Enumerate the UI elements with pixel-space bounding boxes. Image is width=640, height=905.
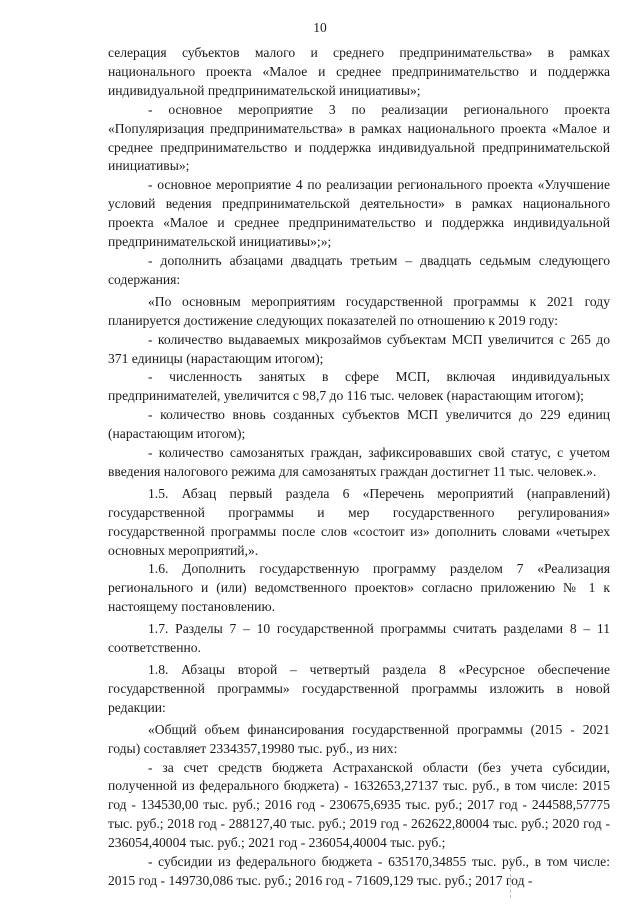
paragraph-total-financing: «Общий объем финансирования государственной программы (2015 - 2021 годы) составляет 2334357,19980 тыс. руб., из них: — [108, 721, 610, 756]
paragraph-federal-subsidy: - субсидии из федерального бюджета - 635170,34855 тыс. руб., в том числе: 2015 год - 149730,086 тыс. руб.; 2016 год - 71609,129 тыс. руб.; 2017 год - — [108, 854, 610, 888]
paragraph-indicators-intro: «По основным мероприятиям государственной программы к 2021 году планируется достижение следующих показателей по отношению к 2019 году: — [108, 293, 610, 328]
paragraph-measure-4: - основное мероприятие 4 по реализации регионального проекта «Улучшение условий ведения предпринимательской деятельности» в рамках национального проекта «Малое и среднее предпринимательство и поддержка индивидуальной предпринимательской инициативы»;»; — [108, 177, 610, 250]
paragraph-measure-3: - основное мероприятие 3 по реализации регионального проекта «Популяризация предпринимательства» в рамках национального проекта «Малое и среднее предпринимательство и поддержка индивидуальной предпринимательской инициативы»; — [108, 101, 610, 174]
paragraph-microloans: - количество выдаваемых микрозаймов субъектам МСП увеличится с 265 до 371 единицы (нарастающим итогом); — [108, 331, 610, 366]
paragraph-1-7: 1.7. Разделы 7 – 10 государственной программы считать разделами 8 – 11 соответственно. — [108, 621, 610, 656]
scan-artifact-line — [510, 858, 512, 898]
paragraph-regional-budget: - за счет средств бюджета Астраханской области (без учета субсидии, полученной из федерального бюджета) - 1632653,27137 тыс. руб., в том числе: 2015 год - 134530,00 тыс. руб.; 2016 год - 230675,6935 тыс. руб.; 2017 год - 244588,57775 тыс. руб.; 2018 год - 288127,40 тыс. руб.; 2019 год - 262622,80004 тыс. руб.; 2020 год - 236054,40004 тыс. руб.; 2021 год - 236054,40004 тыс. руб.; — [108, 759, 610, 851]
paragraph-new-subjects: - количество вновь созданных субъектов МСП увеличится до 229 единиц (нарастающим итогом); — [108, 407, 610, 442]
paragraph-employment: - численность занятых в сфере МСП, включая индивидуальных предпринимателей, увеличится с 98,7 до 116 тыс. человек (нарастающим итогом); — [108, 369, 610, 404]
paragraph-add-clauses: - дополнить абзацами двадцать третьим – двадцать седьмым следующего содержания: — [108, 252, 610, 287]
paragraph-1-6: 1.6. Дополнить государственную программу разделом 7 «Реализация регионального и (или) ведомственного проектов» согласно приложению № 1 к настоящему постановлению. — [108, 561, 610, 615]
paragraph-continuation: селерация субъектов малого и среднего предпринимательства» в рамках национального проекта «Малое и среднее предпринимательство и поддержка индивидуальной предпринимательской инициативы»; — [108, 45, 610, 98]
paragraph-1-8: 1.8. Абзацы второй – четвертый раздела 8 «Ресурсное обеспечение государственной программы» государственной программы изложить в новой редакции: — [108, 662, 610, 715]
paragraph-1-5: 1.5. Абзац первый раздела 6 «Перечень мероприятий (направлений) государственной программы и мер государственного регулирования» государственной программы после слов «состоит из» дополнить словами «четырех основных мероприятий,». — [108, 485, 610, 558]
paragraph-self-employed: - количество самозанятых граждан, зафиксировавших свой статус, с учетом введения налогового режима для самозанятых граждан достигнет 11 тыс. человек.». — [108, 445, 610, 479]
page-number: 10 — [313, 20, 327, 35]
